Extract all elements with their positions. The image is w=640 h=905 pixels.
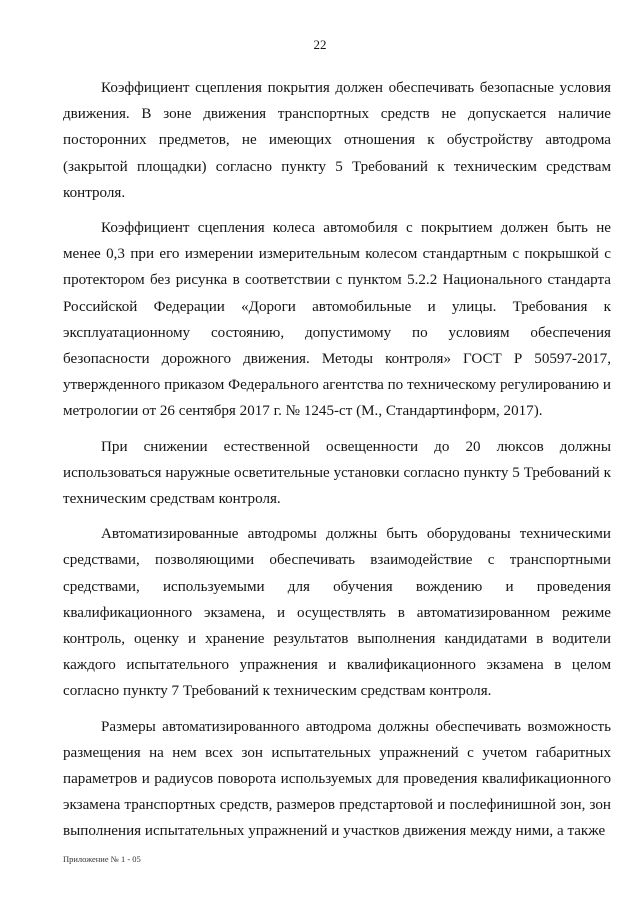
paragraph-autodrome-dimensions: Размеры автоматизированного автодрома должны обеспечивать возможность размещения на нем всех зон испытательных упражнений с учетом габаритных параметров и радиусов поворота используемых для проведения квалификационного экзамена транспортных средств, размеров предстартовой и послефинишной зон, зон выполнения испытательных упражнений и участков движения между ними, а также xyxy=(63,718,611,840)
paragraph-outdoor-lighting: При снижении естественной освещенности до 20 люксов должны использоваться наружные осветительные установки согласно пункту 5 Требований к техническим средствам контроля. xyxy=(63,438,611,508)
footer-appendix-label: Приложение № 1 - 05 xyxy=(63,854,141,864)
document-body xyxy=(63,75,611,845)
paragraph-wheel-friction-coefficient: Коэффициент сцепления колеса автомобиля с покрытием должен быть не менее 0,3 при его измерении измерительным колесом стандартным с покрышкой с протектором без рисунка в соответствии с пунктом 5.2.2 Национального стандарта Российской Федерации «Дороги автомобильные и улицы. Требования к эксплуатационному состоянию, допустимому по условиям обеспечения безопасности дорожного движения. Методы контроля» ГОСТ Р 50597-2017, утвержденного приказом Федерального агентства по техническому регулированию и метрологии от 26 сентября 2017 г. № 1245-ст (М., Стандартинформ, 2017). xyxy=(63,220,611,420)
paragraph-automated-autodrome-equipment: Автоматизированные автодромы должны быть оборудованы техническими средствами, позволяющими обеспечивать взаимодействие с транспортными средствами, используемыми для обучения вождению и проведения квалификационного экзамена, и осуществлять в автоматизированном режиме контроль, оценку и хранение результатов выполнения кандидатами в водители каждого испытательного упражнения и квалификационного экзамена в целом согласно пункту 7 Требований к техническим средствам контроля. xyxy=(63,526,611,700)
paragraph-road-surface-friction: Коэффициент сцепления покрытия должен обеспечивать безопасные условия движения. В зоне движения транспортных средств не допускается наличие посторонних предметов, не имеющих отношения к обустройству автодрома (закрытой площадки) согласно пункту 5 Требований к техническим средствам контроля. xyxy=(63,80,611,201)
page-number: 22 xyxy=(313,37,327,52)
